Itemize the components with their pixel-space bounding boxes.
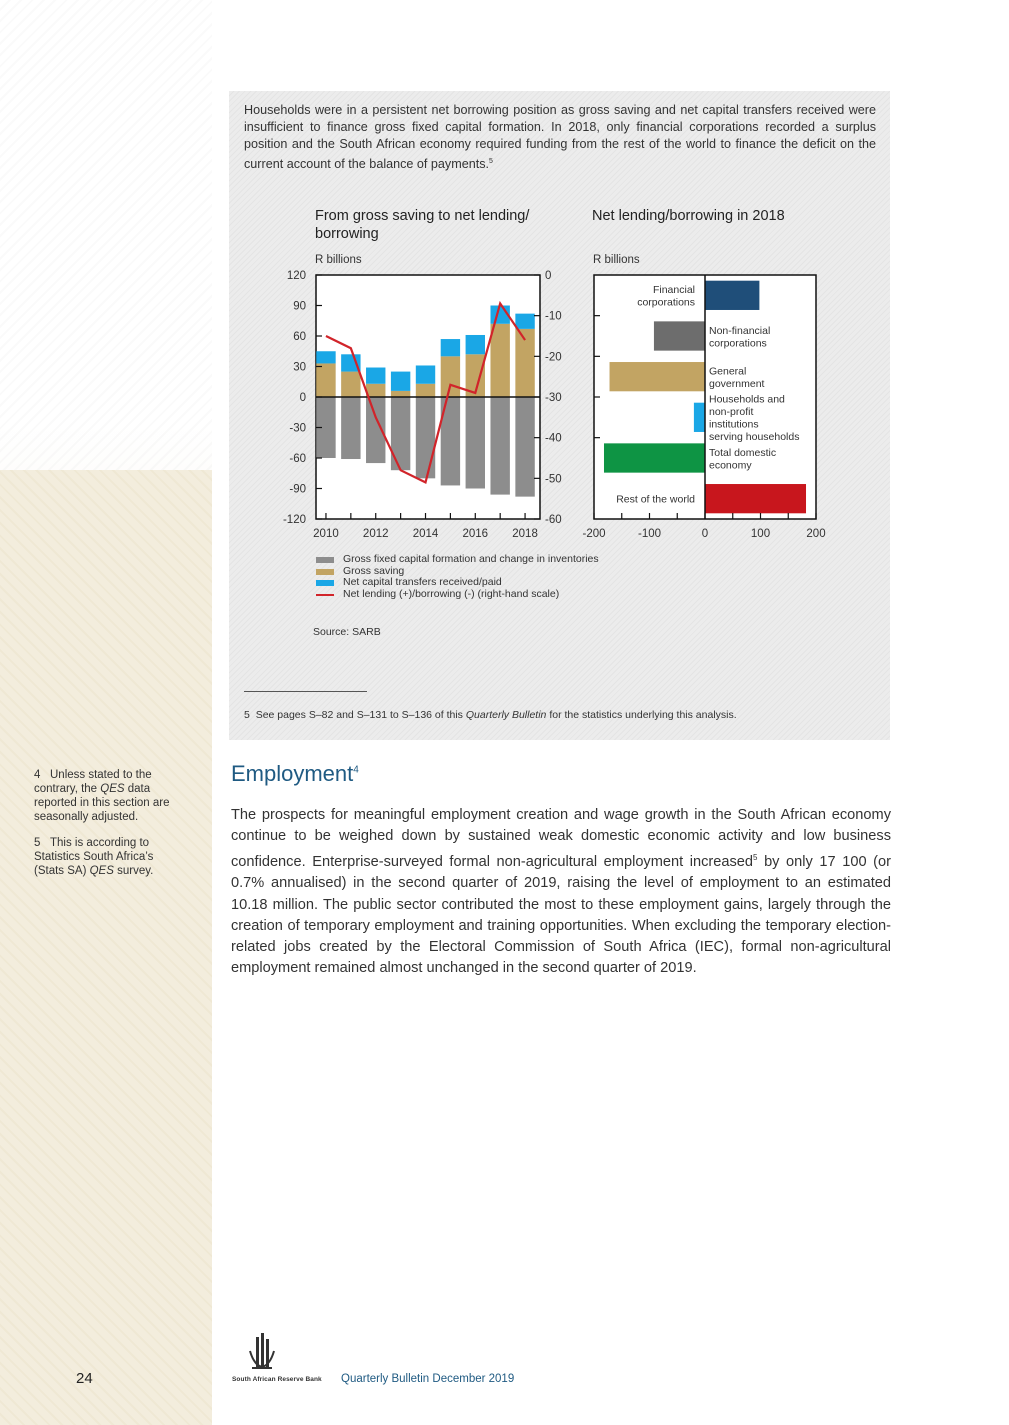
bar-saving-2017 bbox=[490, 324, 509, 397]
bar-transfers-2010 bbox=[316, 351, 335, 363]
box-intro: Households were in a persistent net borrowing position as gross saving and net capital transfers received were insufficient to finance gross fixed capital formation. In 2018, only financial corporations recorded a surplus position and the South African economy required funding from the rest of the world to finance the deficit on the current account of the balance of payments.$^5$ bbox=[244, 103, 876, 172]
x-tick-label: -100 bbox=[637, 528, 662, 540]
hbar-3 bbox=[694, 403, 705, 432]
x-tick-label: 100 bbox=[750, 528, 771, 540]
legend-item-transfers: Net capital transfers received/paid bbox=[316, 577, 599, 589]
bar-saving-2012 bbox=[366, 384, 385, 397]
x-tick-label: 2012 bbox=[362, 528, 389, 540]
x-tick-label: -200 bbox=[582, 528, 606, 540]
hbar-label-0: Financial corporations bbox=[637, 284, 695, 309]
x-tick-label: 200 bbox=[806, 528, 826, 540]
x-tick-label: 2014 bbox=[412, 528, 439, 540]
y2-tick-label: -10 bbox=[545, 310, 562, 323]
hbar-label-5: Rest of the world bbox=[616, 493, 695, 506]
legend-item-saving: Gross saving bbox=[316, 566, 599, 578]
bar-gfcf-2017 bbox=[490, 397, 509, 495]
legend-item-net-lending: Net lending (+)/borrowing (-) (right-hand scale) bbox=[316, 589, 599, 601]
bar-gfcf-2016 bbox=[466, 397, 485, 489]
box-footnote: 5 See pages S–82 and S–131 to S–136 of this Quarterly Bulletin for the statistics underlying this analysis. bbox=[244, 709, 737, 721]
y-tick-label: 90 bbox=[293, 300, 306, 313]
bar-gfcf-2013 bbox=[391, 397, 410, 470]
y2-tick-label: -50 bbox=[545, 473, 562, 486]
footnote-divider bbox=[244, 691, 367, 692]
bar-gfcf-2011 bbox=[341, 397, 360, 459]
bar-gfcf-2018 bbox=[515, 397, 534, 497]
sarb-logo-icon bbox=[232, 1333, 292, 1375]
margin-note-5: 5 This is according to Statistics South Africa’s (Stats SA) QES survey. bbox=[34, 837, 154, 877]
bar-saving-2010 bbox=[316, 363, 335, 397]
y2-tick-label: 0 bbox=[545, 270, 552, 282]
hbar-1 bbox=[654, 321, 705, 350]
margin-notes bbox=[34, 768, 184, 890]
legend-swatch bbox=[316, 580, 334, 586]
chart1-legend bbox=[316, 554, 599, 600]
y-tick-label: -90 bbox=[289, 483, 306, 496]
page-number: 24 bbox=[76, 1370, 93, 1387]
bar-saving-2014 bbox=[416, 384, 435, 397]
chart1-plot bbox=[283, 270, 562, 540]
y-tick-label: 30 bbox=[293, 361, 306, 374]
legend-swatch bbox=[316, 557, 334, 563]
y2-tick-label: -60 bbox=[545, 514, 562, 526]
bar-transfers-2016 bbox=[466, 335, 485, 354]
legend-item-gfcf: Gross fixed capital formation and change in inventories bbox=[316, 554, 599, 566]
chart2-unit: R billions bbox=[593, 254, 640, 266]
x-tick-label: 2016 bbox=[462, 528, 489, 540]
bar-transfers-2012 bbox=[366, 368, 385, 384]
section-heading: Employment$^4$ bbox=[231, 761, 359, 786]
y-tick-label: -120 bbox=[282, 514, 306, 526]
bar-transfers-2018 bbox=[515, 314, 534, 329]
hbar-label-2: General government bbox=[709, 365, 765, 390]
bank-name: South African Reserve Bank bbox=[232, 1376, 322, 1383]
x-tick-label: 2018 bbox=[512, 528, 538, 540]
bar-saving-2011 bbox=[341, 372, 360, 397]
legend-swatch bbox=[316, 569, 334, 575]
y-tick-label: 60 bbox=[293, 331, 306, 343]
y2-tick-label: -30 bbox=[545, 392, 562, 404]
y-tick-label: 0 bbox=[299, 392, 306, 404]
chart2-plot bbox=[582, 275, 825, 540]
x-tick-label: 2010 bbox=[313, 528, 339, 540]
hbar-label-4: Total domestic economy bbox=[709, 446, 777, 472]
hbar-label-1: Non-financial corporations bbox=[709, 324, 771, 350]
chart1-title: From gross saving to net lending/ borrowing bbox=[315, 208, 530, 242]
bar-gfcf-2014 bbox=[416, 397, 435, 478]
y-tick-label: -60 bbox=[289, 453, 306, 465]
hbar-0 bbox=[705, 281, 759, 310]
hbar-4 bbox=[604, 443, 705, 472]
margin-note-4: 4 Unless stated to the contrary, the QES data reported in this section are seasonally adjusted. bbox=[34, 769, 170, 823]
hbar-2 bbox=[610, 362, 705, 391]
bar-saving-2013 bbox=[391, 391, 410, 397]
bar-transfers-2013 bbox=[391, 372, 410, 391]
publication-title: Quarterly Bulletin December 2019 bbox=[341, 1373, 515, 1385]
bar-saving-2015 bbox=[441, 356, 460, 397]
y-tick-label: 120 bbox=[286, 270, 306, 282]
hbar-label-3: Households and non-profit institutions serving households bbox=[709, 393, 800, 444]
x-tick-label: 0 bbox=[701, 528, 709, 540]
legend-line bbox=[316, 594, 334, 596]
hbar-5 bbox=[705, 484, 806, 513]
y-tick-label: -30 bbox=[289, 422, 306, 435]
y2-tick-label: -40 bbox=[545, 432, 562, 445]
chart2-title: Net lending/borrowing in 2018 bbox=[592, 208, 785, 224]
bar-transfers-2015 bbox=[441, 339, 460, 356]
body-paragraph: The prospects for meaningful employment creation and wage growth in the South African economy continue to be weighed down by sustained weak domestic economic activity and low business confidence. Enterprise-surveyed formal non-agricultural employment increased$^5$ by only 17 100 (or 0.7% annualised) in the second quarter of 2019, raising the level of employment to an estimated 10.18 million. The public sector contributed the most to these employment gains, largely through the creation of temporary employment and training opportunities. When excluding the temporary election-related jobs created by the Electoral Commission of South Africa (IEC), formal non-agricultural employment remained almost unchanged in the second quarter of 2019. bbox=[231, 807, 891, 977]
y2-tick-label: -20 bbox=[545, 351, 562, 364]
chart-source: Source: SARB bbox=[313, 626, 381, 638]
bar-transfers-2014 bbox=[416, 365, 435, 383]
chart1-unit: R billions bbox=[315, 254, 362, 266]
